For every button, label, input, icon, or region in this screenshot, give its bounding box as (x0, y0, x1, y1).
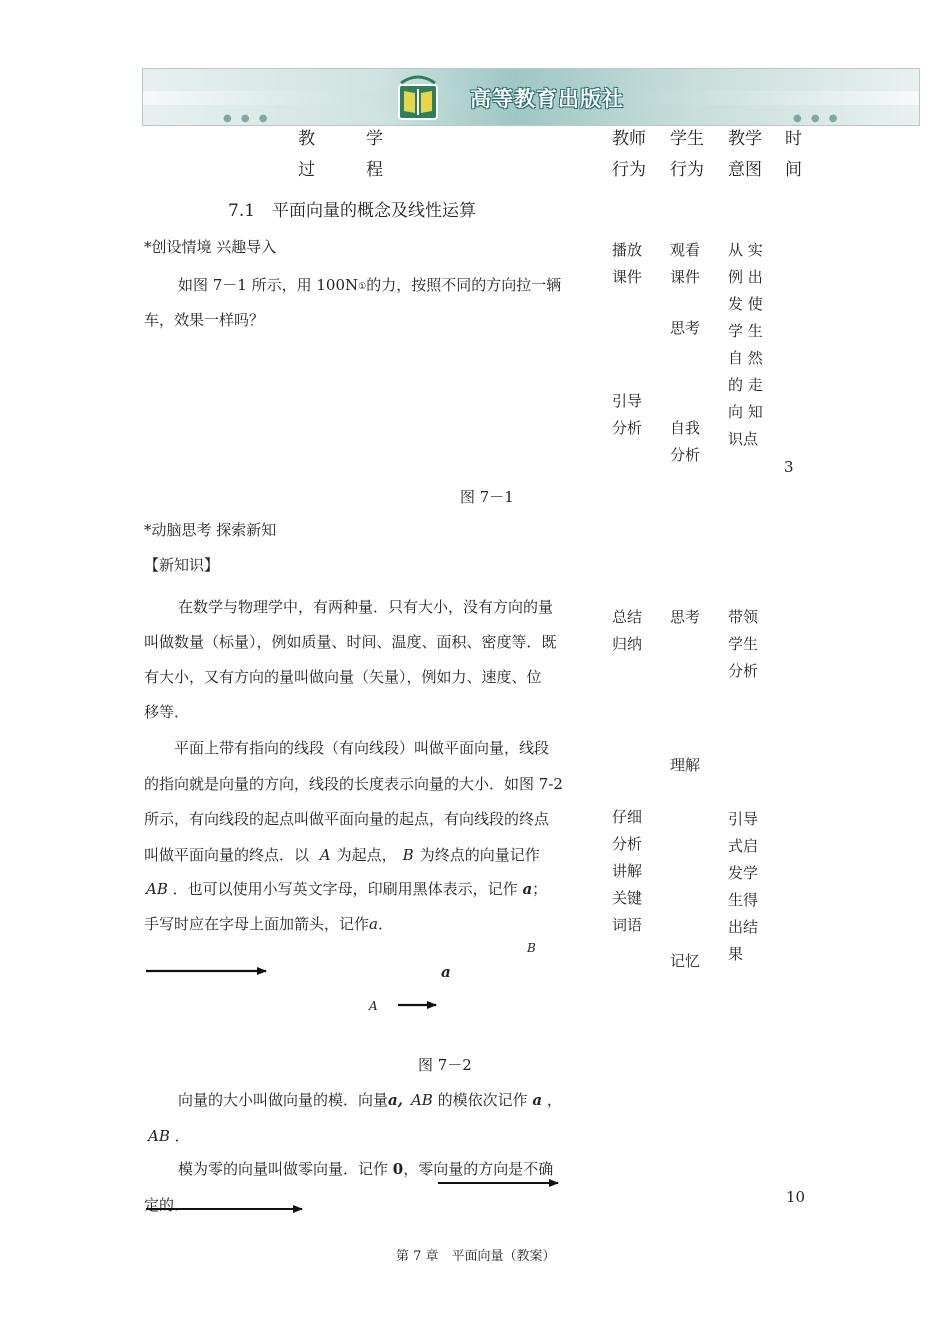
part2-heading: *动脑思考 探索新知 (144, 521, 277, 539)
publisher-name: 高等教育出版社 (470, 87, 624, 111)
p2-student-3: 记忆 (670, 952, 701, 970)
p2-line5-a: ．也可以使用小写英文字母，印刷用黑体表示，记作 (172, 880, 518, 898)
header-time-2: 间 (785, 160, 802, 180)
vector-AB: AB (146, 880, 168, 898)
vector-a-bold: a (522, 880, 533, 898)
p3-comma: ， (546, 1091, 562, 1109)
p1-student-1: 观看 (670, 241, 701, 259)
p1-teacher-3: 引导 (612, 392, 643, 410)
p2-line-5 (146, 872, 547, 907)
p1-teacher-4: 分析 (612, 419, 643, 437)
p2-intent-8: 出结 (728, 918, 759, 936)
p2-student-1: 思考 (670, 608, 701, 626)
p1-line-2: 叫做数量（标量），例如质量、时间、温度、面积、密度等．既 (144, 633, 557, 651)
p1-intent-8: 识点 (728, 430, 759, 448)
p2-intent-3: 分析 (728, 662, 759, 680)
p2-line-1: 平面上带有指向的线段（有向线段）叫做平面向量，线段 (174, 739, 550, 757)
p2-intent-6: 发学 (728, 864, 759, 882)
p2-teacher-2: 归纳 (612, 635, 643, 653)
header-time-1: 时 (785, 129, 802, 149)
fig-label-B: B (527, 941, 536, 955)
p3-line-2 (148, 1119, 190, 1154)
p2-line6-end: ． (377, 915, 393, 933)
p2-line4-c: 为终点的向量记作 (419, 846, 540, 864)
p1-student-2: 课件 (670, 268, 701, 286)
p2-line-4 (144, 838, 540, 873)
p3-line-1 (178, 1083, 562, 1118)
p2-intent-4: 引导 (728, 810, 759, 828)
header-teacher-1: 教师 (612, 129, 646, 149)
header-teacher-2: 行为 (612, 160, 646, 180)
header-process-2: 学 (366, 129, 383, 149)
p1-student-4: 自我 (670, 419, 701, 437)
p1-line-3: 有大小，又有方向的量叫做向量（矢量），例如力、速度、位 (144, 668, 542, 686)
header-process-3: 过 (298, 160, 315, 180)
header-student-1: 学生 (670, 129, 704, 149)
p2-line-6 (144, 907, 393, 942)
p2-line-2: 的指向就是向量的方向，线段的长度表示向量的大小．如图 7-2 (144, 775, 563, 793)
var-A: A (319, 846, 331, 864)
header-process-4: 程 (366, 160, 383, 180)
p1-intent-5: 自 然 (728, 349, 763, 367)
zero-vector-arrows (140, 1172, 570, 1218)
p1-teacher-1: 播放 (612, 241, 643, 259)
p4-b: ，零向量的方向是不确 (403, 1160, 554, 1178)
part1-text-line2: 车，效果一样吗？ (144, 311, 265, 329)
p1-intent-7: 向 知 (728, 403, 763, 421)
p3-bold-a: a, (388, 1091, 403, 1109)
p3-b: 的模依次记作 (437, 1091, 528, 1109)
p1-line-4: 移等． (144, 703, 190, 721)
p2-student-2: 理解 (670, 756, 701, 774)
section-title: 7.1 平面向量的概念及线性运算 (228, 201, 477, 221)
p2-intent-9: 果 (728, 945, 744, 963)
figure-7-2-caption: 图 7－2 (418, 1056, 472, 1074)
fig-label-a: a (441, 963, 451, 981)
p2-line4-b: 为起点， (336, 846, 397, 864)
var-B: B (402, 846, 414, 864)
p1-student-5: 分析 (670, 446, 701, 464)
p4-line-2: 定的． (144, 1196, 190, 1214)
header-process-1: 教 (298, 129, 315, 149)
part1-heading: *创设情境 兴趣导入 (144, 238, 277, 256)
part1-text-b: 的力，按照不同的方向拉一辆 (366, 276, 562, 294)
p4-zero: 0 (392, 1160, 404, 1178)
header-intent-2: 意图 (728, 160, 762, 180)
fig-label-A: A (369, 999, 378, 1013)
p1-student-3: 思考 (670, 319, 701, 337)
p3-a: 向量的大小叫做向量的模．向量 (178, 1091, 389, 1109)
p2-teacher-7: 词语 (612, 916, 643, 934)
page-footer: 第 7 章 平面向量（教案） (396, 1249, 556, 1264)
p3-ab2: AB (148, 1127, 170, 1145)
p2-teacher-5: 讲解 (612, 862, 643, 880)
p1-intent-3: 发 使 (728, 295, 763, 313)
header-student-2: 行为 (670, 160, 704, 180)
p2-line5-semi: ； (532, 880, 548, 898)
p2-time: 10 (786, 1188, 806, 1206)
part1-text-line1 (178, 268, 561, 305)
p2-intent-1: 带领 (728, 608, 759, 626)
p2-intent-2: 学生 (728, 635, 759, 653)
p1-teacher-2: 课件 (612, 268, 643, 286)
p3-dot: ． (174, 1127, 190, 1145)
part2-subheading: 【新知识】 (144, 556, 220, 574)
p1-intent-2: 例 出 (728, 268, 763, 286)
p2-intent-5: 式启 (728, 837, 759, 855)
p2-intent-7: 生得 (728, 891, 759, 909)
banner-dots-right: ● ● ● (793, 113, 841, 124)
p1-intent-6: 的 走 (728, 376, 763, 394)
p1-intent-4: 学 生 (728, 322, 763, 340)
figure-7-1-caption: 图 7－1 (460, 488, 514, 506)
p3-ab: AB (410, 1091, 433, 1109)
p2-line-3: 所示，有向线段的起点叫做平面向量的起点，有向线段的终点 (144, 810, 550, 828)
p1-line-1: 在数学与物理学中，有两种量．只有大小，没有方向的量 (178, 598, 554, 616)
p2-teacher-4: 分析 (612, 835, 643, 853)
figure-7-2-arrows (140, 955, 460, 1025)
p2-line4-a: 叫做平面向量的终点．以 (144, 846, 310, 864)
banner-dots-left: ● ● ● (223, 113, 271, 124)
footnote-mark: ① (358, 282, 367, 292)
vector-a-handwritten: a (369, 915, 378, 933)
part1-text-a: 如图 7－1 所示，用 100N (178, 276, 359, 294)
p3-bold-a2: a (532, 1091, 543, 1109)
p2-teacher-6: 关键 (612, 889, 643, 907)
p4-a: 模为零的向量叫做零向量．记作 (178, 1160, 389, 1178)
publisher-banner (142, 68, 920, 126)
p2-teacher-3: 仔细 (612, 808, 643, 826)
p2-teacher-1: 总结 (612, 608, 643, 626)
header-intent-1: 教学 (728, 129, 762, 149)
book-logo-icon (391, 71, 445, 125)
p1-intent-1: 从 实 (728, 241, 763, 259)
p1-time: 3 (784, 458, 794, 476)
p2-line6-a: 手写时应在字母上面加箭头，记作 (144, 915, 370, 933)
